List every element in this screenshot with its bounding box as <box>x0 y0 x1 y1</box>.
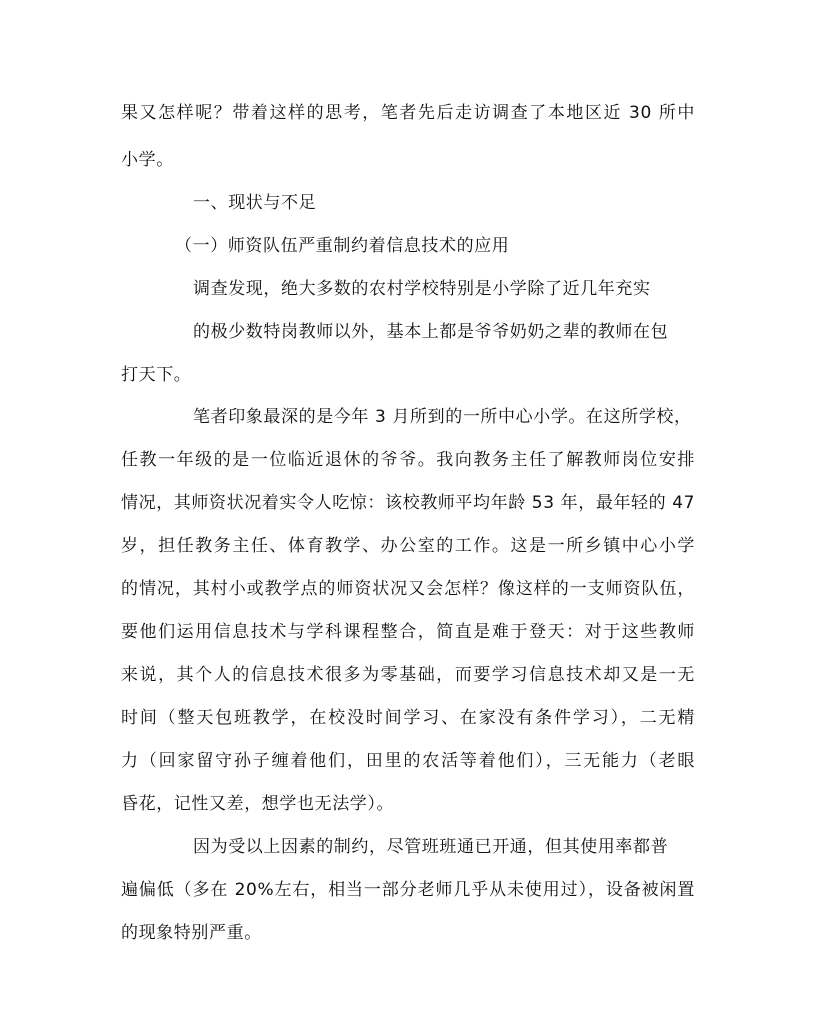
text-line-15: 时间（整天包班教学，在校没时间学习、在家没有条件学习），二无精 <box>121 708 695 728</box>
text-line-1: 果又怎样呢？带着这样的思考，笔者先后走访调查了本地区近 30 所中 <box>121 103 695 123</box>
text-line-17: 昏花，记性又差，想学也无法学）。 <box>121 794 395 814</box>
text-line-18: 因为受以上因素的制约，尽管班班通已开通，但其使用率都普 <box>193 837 669 857</box>
text-line-9: 任教一年级的是一位临近退休的爷爷。我向教务主任了解教师岗位安排 <box>121 450 695 470</box>
text-line-6: 的极少数特岗教师以外，基本上都是爷爷奶奶之辈的教师在包 <box>193 322 669 342</box>
text-line-7: 打天下。 <box>121 365 192 385</box>
section-heading: 一、现状与不足 <box>193 193 317 213</box>
text-line-16: 力（回家留守孙子缠着他们，田里的农活等着他们），三无能力（老眼 <box>121 751 695 771</box>
text-line-14: 来说，其个人的信息技术很多为零基础，而要学习信息技术却又是一无 <box>121 665 695 685</box>
text-line-11: 岁，担任教务主任、体育教学、办公室的工作。这是一所乡镇中心小学 <box>121 536 695 556</box>
text-line-8: 笔者印象最深的是今年 3 月所到的一所中心小学。在这所学校， <box>193 407 692 427</box>
text-line-20: 的现象特别严重。 <box>121 923 262 943</box>
text-line-12: 的情况，其村小或教学点的师资状况又会怎样？像这样的一支师资队伍， <box>121 579 695 599</box>
text-line-10: 情况，其师资状况着实令人吃惊：该校教师平均年龄 53 年，最年轻的 47 <box>121 493 696 513</box>
text-line-5: 调查发现，绝大多数的农村学校特别是小学除了近几年充实 <box>193 279 651 299</box>
text-line-13: 要他们运用信息技术与学科课程整合，简直是难于登天：对于这些教师 <box>121 622 695 642</box>
text-line-19: 遍偏低（多在 20%左右，相当一部分老师几乎从未使用过），设备被闲置 <box>121 880 695 900</box>
text-line-2: 小学。 <box>121 150 174 170</box>
subsection-heading: （一）师资队伍严重制约着信息技术的应用 <box>175 236 510 256</box>
